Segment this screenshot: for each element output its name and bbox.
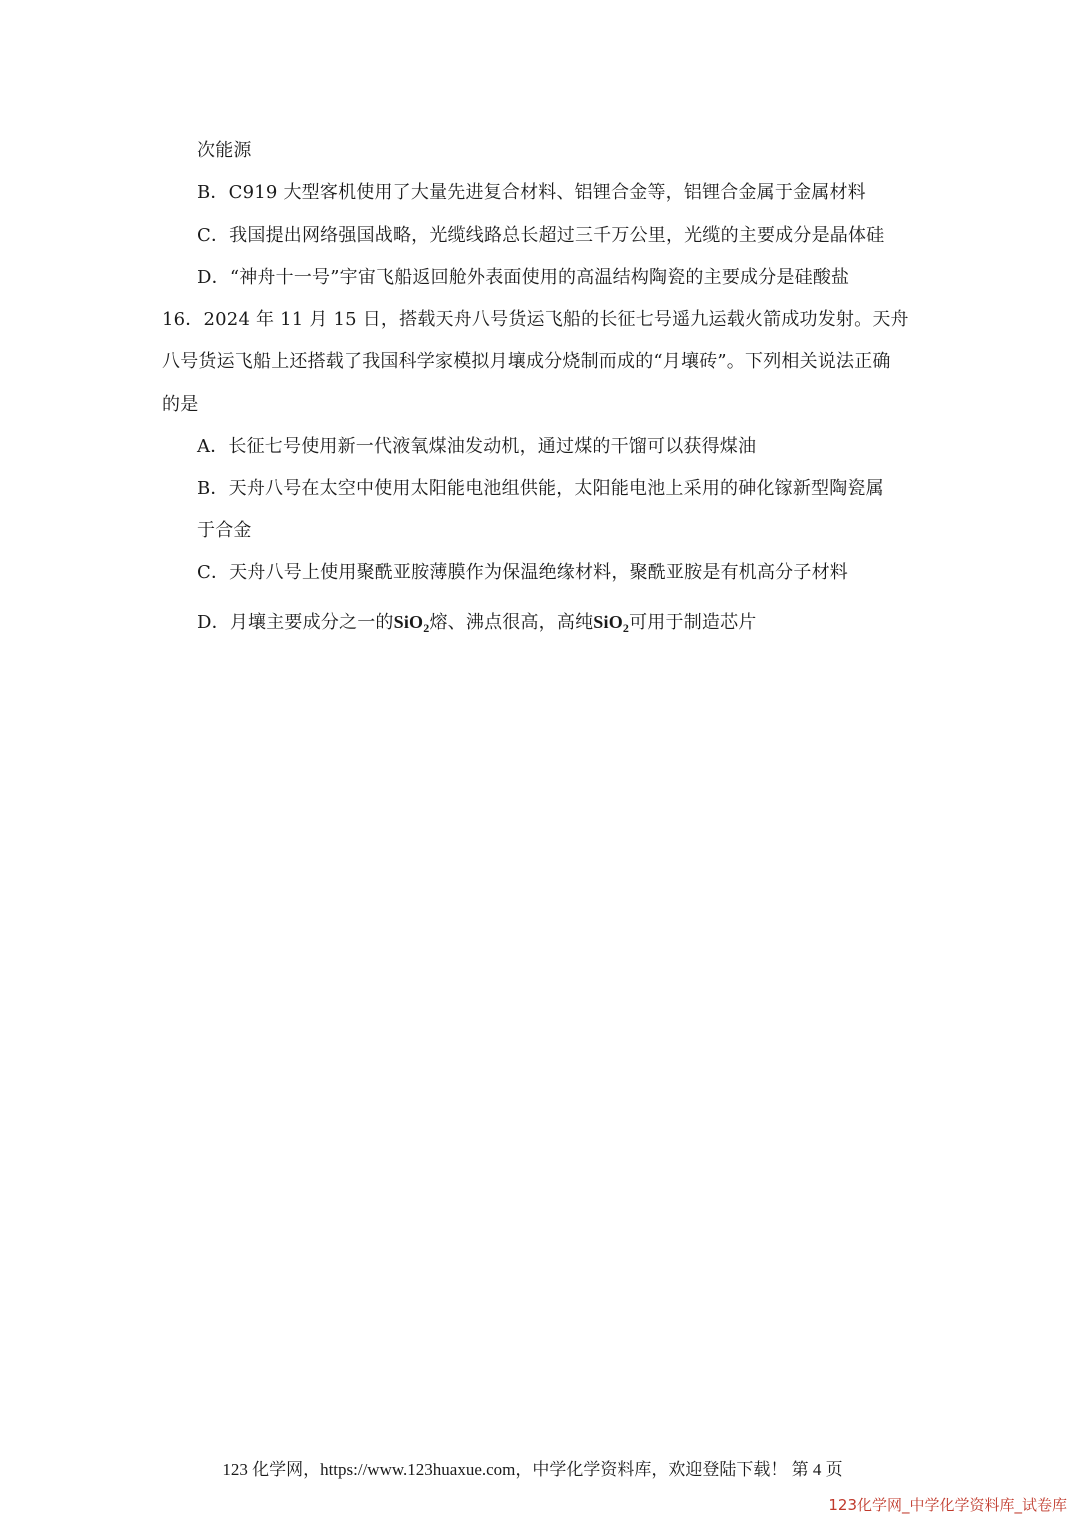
- q16-option-d-part2: 熔、沸点很高，高纯: [429, 612, 594, 633]
- q16-option-b-line1: B．天舟八号在太空中使用太阳能电池组供能，太阳能电池上采用的砷化镓新型陶瓷属: [197, 478, 884, 499]
- chem-base-2: SiO: [593, 612, 623, 632]
- q16-option-d: [197, 610, 757, 635]
- chem-subscript: 2: [423, 621, 430, 635]
- footer-text: 123 化学网，https://www.123huaxue.com，中学化学资料库，欢迎登陆下载！ 第 4 页: [222, 1460, 843, 1479]
- chem-subscript-2: 2: [622, 621, 630, 635]
- q16-option-c: C．天舟八号上使用聚酰亚胺薄膜作为保温绝缘材料，聚酰亚胺是有机高分子材料: [197, 562, 848, 583]
- question-16-stem-line3: 的是: [162, 394, 199, 415]
- chem-formula-sio2: [393, 612, 430, 635]
- option-c-text: C．我国提出网络强国战略，光缆线路总长超过三千万公里，光缆的主要成分是晶体硅: [197, 225, 885, 246]
- chem-base: SiO: [393, 612, 424, 632]
- option-d-text: D．“神舟十一号”宇宙飞船返回舱外表面使用的高温结构陶瓷的主要成分是硅酸盐: [197, 267, 850, 288]
- chem-formula-sio2-2: [593, 612, 630, 635]
- q16-option-a: A．长征七号使用新一代液氧煤油发动机，通过煤的干馏可以获得煤油: [197, 436, 757, 457]
- question-16-stem-line1: 16．2024 年 11 月 15 日，搭载天舟八号货运飞船的长征七号遥九运载火箭成功发射。天舟: [162, 309, 909, 330]
- q16-option-b-line2: 于合金: [197, 520, 252, 541]
- question-16-stem-line2: 八号货运飞船上还搭载了我国科学家模拟月壤成分烧制而成的“月壤砖”。下列相关说法正确: [162, 351, 891, 372]
- option-a-continuation: 次能源: [197, 140, 252, 161]
- watermark-text: 123化学网_中学化学资料库_试卷库: [828, 1496, 1067, 1514]
- q16-option-d-part1: D．月壤主要成分之一的: [197, 612, 394, 633]
- page-footer: [0, 1458, 1075, 1482]
- q16-option-d-part3: 可用于制造芯片: [629, 612, 757, 633]
- option-b-text: B．C919 大型客机使用了大量先进复合材料、铝锂合金等，铝锂合金属于金属材料: [197, 182, 866, 203]
